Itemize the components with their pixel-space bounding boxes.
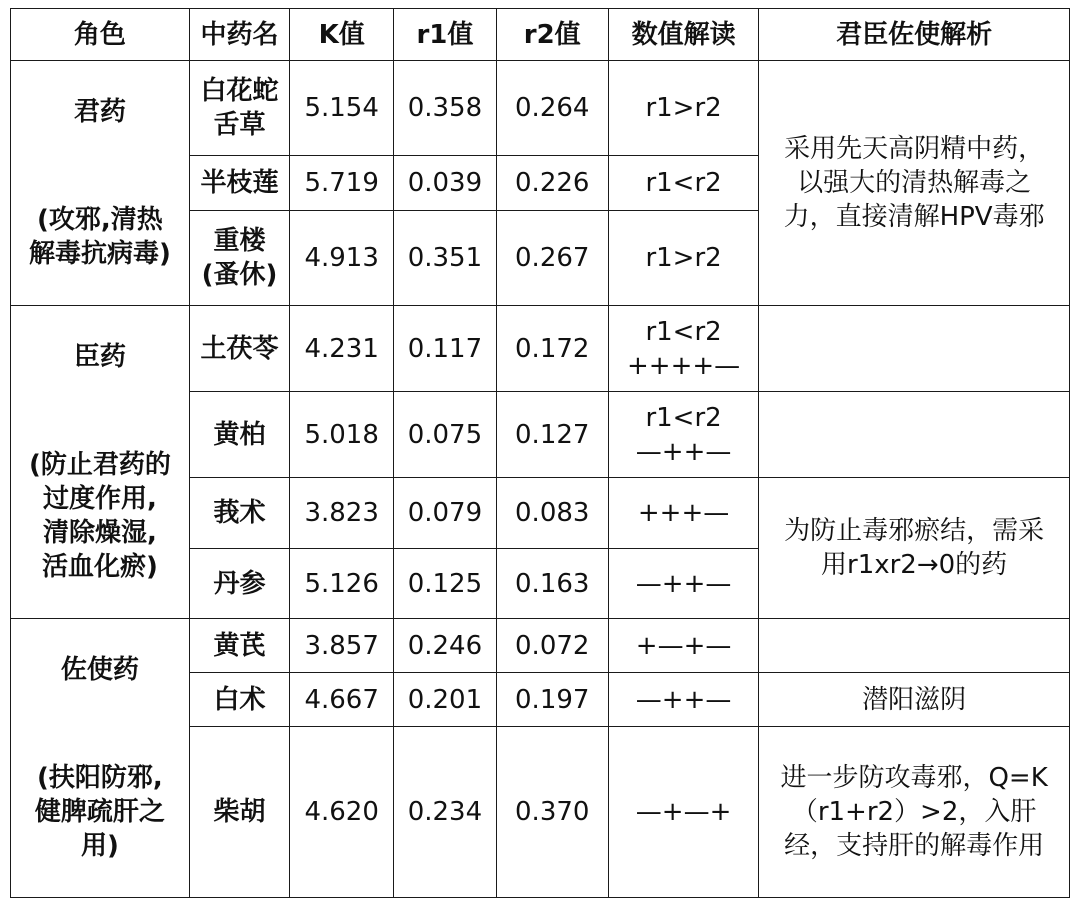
interpretation: r1<r2 —++— bbox=[608, 392, 758, 478]
herb-name: 土茯苓 bbox=[189, 306, 289, 392]
r2-value: 0.127 bbox=[496, 392, 608, 478]
r1-value: 0.117 bbox=[394, 306, 496, 392]
r2-value: 0.072 bbox=[496, 619, 608, 673]
r1-value: 0.125 bbox=[394, 549, 496, 619]
r1-value: 0.351 bbox=[394, 211, 496, 306]
header-analysis: 君臣佐使解析 bbox=[759, 9, 1070, 61]
table-row bbox=[11, 61, 1070, 156]
header-row bbox=[11, 9, 1070, 61]
header-interpretation: 数值解读 bbox=[608, 9, 758, 61]
herb-name: 重楼 (蚤休) bbox=[189, 211, 289, 306]
herb-name: 半枝莲 bbox=[189, 155, 289, 210]
role-name: 佐使药 bbox=[60, 655, 139, 685]
r2-value: 0.264 bbox=[496, 61, 608, 156]
role-cell-jun bbox=[11, 61, 190, 306]
r2-value: 0.197 bbox=[496, 673, 608, 727]
r1-value: 0.234 bbox=[394, 727, 496, 898]
herb-name: 黄芪 bbox=[189, 619, 289, 673]
interpretation: r1<r2 bbox=[608, 155, 758, 210]
role-description: (攻邪,清热 解毒抗病毒) bbox=[28, 205, 171, 269]
r2-value: 0.370 bbox=[496, 727, 608, 898]
analysis-cell: 为防止毒邪瘀结，需采 用r1xr2→0的药 bbox=[759, 478, 1070, 619]
role-name: 君药 bbox=[73, 97, 126, 127]
r1-value: 0.246 bbox=[394, 619, 496, 673]
herb-name: 白术 bbox=[189, 673, 289, 727]
interpretation: —++— bbox=[608, 549, 758, 619]
analysis-cell-empty bbox=[759, 392, 1070, 478]
header-k-value: K值 bbox=[290, 9, 394, 61]
herb-name: 柴胡 bbox=[189, 727, 289, 898]
interpretation: +++— bbox=[608, 478, 758, 549]
interpretation: r1>r2 bbox=[608, 211, 758, 306]
role-name: 臣药 bbox=[73, 342, 126, 372]
k-value: 3.857 bbox=[290, 619, 394, 673]
interpretation: —++— bbox=[608, 673, 758, 727]
table-row bbox=[11, 619, 1070, 673]
k-value: 4.231 bbox=[290, 306, 394, 392]
r1-value: 0.079 bbox=[394, 478, 496, 549]
header-r2-value: r2值 bbox=[496, 9, 608, 61]
role-description: (防止君药的 过度作用, 清除燥湿, 活血化瘀) bbox=[28, 450, 171, 582]
r2-value: 0.172 bbox=[496, 306, 608, 392]
header-r1-value: r1值 bbox=[394, 9, 496, 61]
k-value: 3.823 bbox=[290, 478, 394, 549]
r1-value: 0.358 bbox=[394, 61, 496, 156]
r2-value: 0.267 bbox=[496, 211, 608, 306]
herb-name: 黄柏 bbox=[189, 392, 289, 478]
header-herb-name: 中药名 bbox=[189, 9, 289, 61]
analysis-cell-empty bbox=[759, 619, 1070, 673]
interpretation: r1<r2 ++++— bbox=[608, 306, 758, 392]
header-role: 角色 bbox=[11, 9, 190, 61]
k-value: 5.126 bbox=[290, 549, 394, 619]
herb-name: 莪术 bbox=[189, 478, 289, 549]
role-cell-chen bbox=[11, 306, 190, 619]
r2-value: 0.163 bbox=[496, 549, 608, 619]
r2-value: 0.226 bbox=[496, 155, 608, 210]
k-value: 4.667 bbox=[290, 673, 394, 727]
table-row bbox=[11, 306, 1070, 392]
analysis-cell: 进一步防攻毒邪，Q=K （r1+r2）>2，入肝 经，支持肝的解毒作用 bbox=[759, 727, 1070, 898]
k-value: 5.018 bbox=[290, 392, 394, 478]
analysis-cell-empty bbox=[759, 306, 1070, 392]
interpretation: —+—+ bbox=[608, 727, 758, 898]
r1-value: 0.201 bbox=[394, 673, 496, 727]
analysis-cell: 采用先天高阴精中药， 以强大的清热解毒之 力，直接清解HPV毒邪 bbox=[759, 61, 1070, 306]
k-value: 4.620 bbox=[290, 727, 394, 898]
role-description: (扶阳防邪, 健脾疏肝之 用) bbox=[34, 763, 165, 861]
interpretation: r1>r2 bbox=[608, 61, 758, 156]
r2-value: 0.083 bbox=[496, 478, 608, 549]
herb-name: 白花蛇 舌草 bbox=[189, 61, 289, 156]
herb-analysis-table bbox=[10, 8, 1070, 898]
r1-value: 0.039 bbox=[394, 155, 496, 210]
interpretation: +—+— bbox=[608, 619, 758, 673]
herb-name: 丹参 bbox=[189, 549, 289, 619]
r1-value: 0.075 bbox=[394, 392, 496, 478]
k-value: 5.719 bbox=[290, 155, 394, 210]
k-value: 5.154 bbox=[290, 61, 394, 156]
analysis-cell: 潜阳滋阴 bbox=[759, 673, 1070, 727]
k-value: 4.913 bbox=[290, 211, 394, 306]
